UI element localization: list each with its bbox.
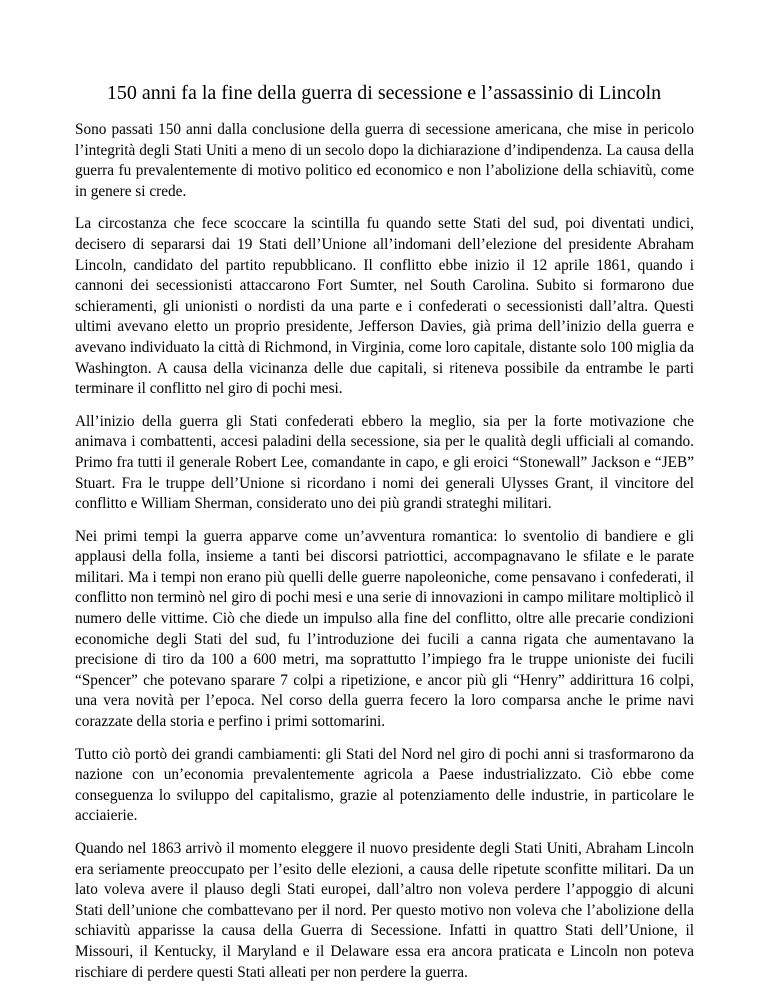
document-body (75, 120, 694, 995)
paragraph-4: Nei primi tempi la guerra apparve come un’avventura romantica: lo sventolio di bandiere e gli applausi della folla, insieme a tanti bei discorsi patriottici, accompagnavano le sfilate e le parate militari. Ma i tempi non erano più quelli delle guerre napoleoniche, come pensavano i confederati, il conflitto non terminò nel giro di pochi mesi e una serie di innovazioni in campo militare moltiplicò il numero delle vittime. Ciò che diede un impulso alla fine del conflitto, oltre alle precarie condizioni economiche degli Stati del sud, fu l’introduzione dei fucili a canna rigata che aumentavano la precisione di tiro da 100 a 600 metri, ma soprattutto l’impiego fra le truppe unioniste dei fucili “Spencer” che potevano sparare 7 colpi a ripetizione, e ancor più gli “Henry” addirittura 16 colpi, una vera novità per l’epoca. Nel corso della guerra fecero la loro comparsa anche le prime navi corazzate della storia e perfino i primi sottomarini. (75, 527, 694, 731)
document-title: 150 anni fa la fine della guerra di secessione e l’assassinio di Lincoln (106, 82, 662, 104)
paragraph-2: La circostanza che fece scoccare la scintilla fu quando sette Stati del sud, poi diventati undici, decisero di separarsi dai 19 Stati dell’Unione all’indomani dell’elezione del presidente Abraham Lincoln, candidato del partito repubblicano. Il conflitto ebbe inizio il 12 aprile 1861, quando i cannoni dei secessionisti attaccarono Fort Sumter, nel South Carolina. Subito si formarono due schieramenti, gli unionisti o nordisti da una parte e i confederati o secessionisti dall’altra. Questi ultimi avevano eletto un proprio presidente, Jefferson Davies, già prima dell’inizio della guerra e avevano individuato la città di Richmond, in Virginia, come loro capitale, distante solo 100 miglia da Washington. A causa della vicinanza delle due capitali, si riteneva possibile da entrambe le parti terminare il conflitto nel giro di pochi mesi. (75, 215, 694, 398)
paragraph-3: All’inizio della guerra gli Stati confederati ebbero la meglio, sia per la forte motivazione che animava i combattenti, accesi paladini della secessione, sia per le qualità degli ufficiali al comando. Primo fra tutti il generale Robert Lee, comandante in capo, e gli eroici “Stonewall” Jackson e “JEB” Stuart. Fra le truppe dell’Unione si ricordano i nomi dei generali Ulysses Grant, il vincitore del conflitto e William Sherman, considerato uno dei più grandi strateghi militari. (75, 412, 694, 513)
paragraph-1: Sono passati 150 anni dalla conclusione della guerra di secessione americana, che mise in pericolo l’integrità degli Stati Uniti a meno di un secolo dopo la dichiarazione d’indipendenza. La causa della guerra fu prevalentemente di motivo politico ed economico e non l’abolizione della schiavitù, come in genere si crede. (75, 121, 694, 200)
paragraph-5: Tutto ciò portò dei grandi cambiamenti: gli Stati del Nord nel giro di pochi anni si trasformarono da nazione con un’economia prevalentemente agricola a Paese industrializzato. Ciò ebbe come conseguenza lo sviluppo del capitalismo, grazie al potenziamento delle industrie, in particolare le acciaierie. (75, 745, 694, 825)
paragraph-6: Quando nel 1863 arrivò il momento eleggere il nuovo presidente degli Stati Uniti, Abraham Lincoln era seriamente preoccupato per l’esito delle elezioni, a causa delle ripetute sconfitte militari. Da un lato voleva avere il plauso degli Stati europei, dall’altro non voleva perdere l’appoggio di alcuni Stati dell’unione che combattevano per il nord. Per questo motivo non voleva che l’abolizione della schiavitù apparisse la causa della Guerra di Secessione. Infatti in quattro Stati dell’Unione, il Missouri, il Kentucky, il Maryland e il Delaware essa era ancora praticata e Lincoln non poteva rischiare di perdere questi Stati alleati per non perdere la guerra. (75, 840, 694, 981)
